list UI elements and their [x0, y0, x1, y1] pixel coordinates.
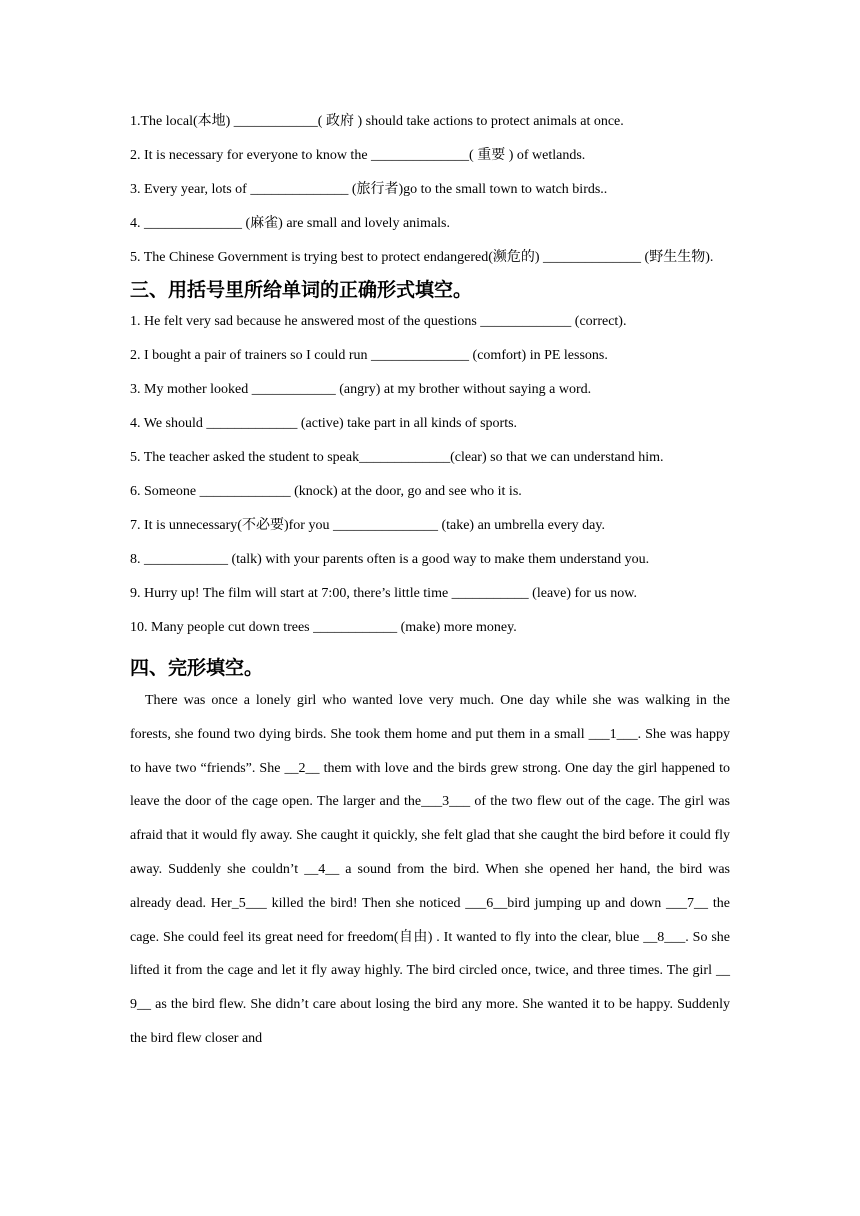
vocab-item: 2. It is necessary for everyone to know the ______________( 重要 ) of wetlands.	[130, 148, 586, 163]
vocab-item: 5. The Chinese Government is trying best to protect endangered(濒危的) ______________ (野生生物).	[130, 250, 714, 265]
cloze-passage: There was once a lonely girl who wanted love very much. One day while she was walking in the forests, she found two dying birds. She took them home and put them in a small ___1___. She was happy to have two “friends”. She __2__ them with love and the birds grew strong. One day the girl happened to leave the door of the cage open. The larger and the___3___ of the two flew out of the cage. The girl was afraid that it would fly away. She caught it quickly, she felt glad that she caught the bird before it could fly away. Suddenly she couldn’t __4__ a sound from the bird. When she opened her hand, the bird was already dead. Her_5___ killed the bird! Then she noticed ___6__bird jumping up and down ___7__ the cage. She could feel its great need for freedom(自由) . It wanted to fly into the clear, blue __8___. So she lifted it from the cage and let it fly away highly. The bird circled once, twice, and three times. The girl __ 9__ as the bird flew. She didn’t care about losing the bird any more. She wanted it to be happy. Suddenly the bird flew closer and	[130, 693, 730, 1046]
vocab-item: 1.The local(本地) ____________( 政府 ) should take actions to protect animals at once.	[130, 114, 624, 129]
section-title: 四、完形填空。	[130, 657, 264, 679]
exercise-item: 3. My mother looked ____________ (angry) at my brother without saying a word.	[130, 382, 592, 397]
exercise-item: 7. It is unnecessary(不必要)for you _______________ (take) an umbrella every day.	[130, 518, 605, 533]
exercise-item: 1. He felt very sad because he answered most of the questions _____________ (correct).	[130, 314, 627, 329]
vocab-item: 4. ______________ (麻雀) are small and lovely animals.	[130, 216, 450, 231]
exercise-item: 10. Many people cut down trees ____________ (make) more money.	[130, 620, 517, 635]
section-title: 三、用括号里所给单词的正确形式填空。	[130, 279, 473, 301]
exercise-item: 2. I bought a pair of trainers so I could run ______________ (comfort) in PE lessons.	[130, 348, 608, 363]
exercise-item: 6. Someone _____________ (knock) at the door, go and see who it is.	[130, 484, 522, 499]
exercise-item: 9. Hurry up! The film will start at 7:00, there’s little time ___________ (leave) for us now.	[130, 586, 638, 601]
exercise-item: 4. We should _____________ (active) take part in all kinds of sports.	[130, 416, 518, 431]
document-content	[130, 110, 730, 1056]
exercise-item: 8. ____________ (talk) with your parents often is a good way to make them understand you.	[130, 552, 650, 567]
exercise-item: 5. The teacher asked the student to speak_____________(clear) so that we can understand him.	[130, 450, 664, 465]
vocab-item: 3. Every year, lots of ______________ (旅行者)go to the small town to watch birds..	[130, 182, 608, 197]
